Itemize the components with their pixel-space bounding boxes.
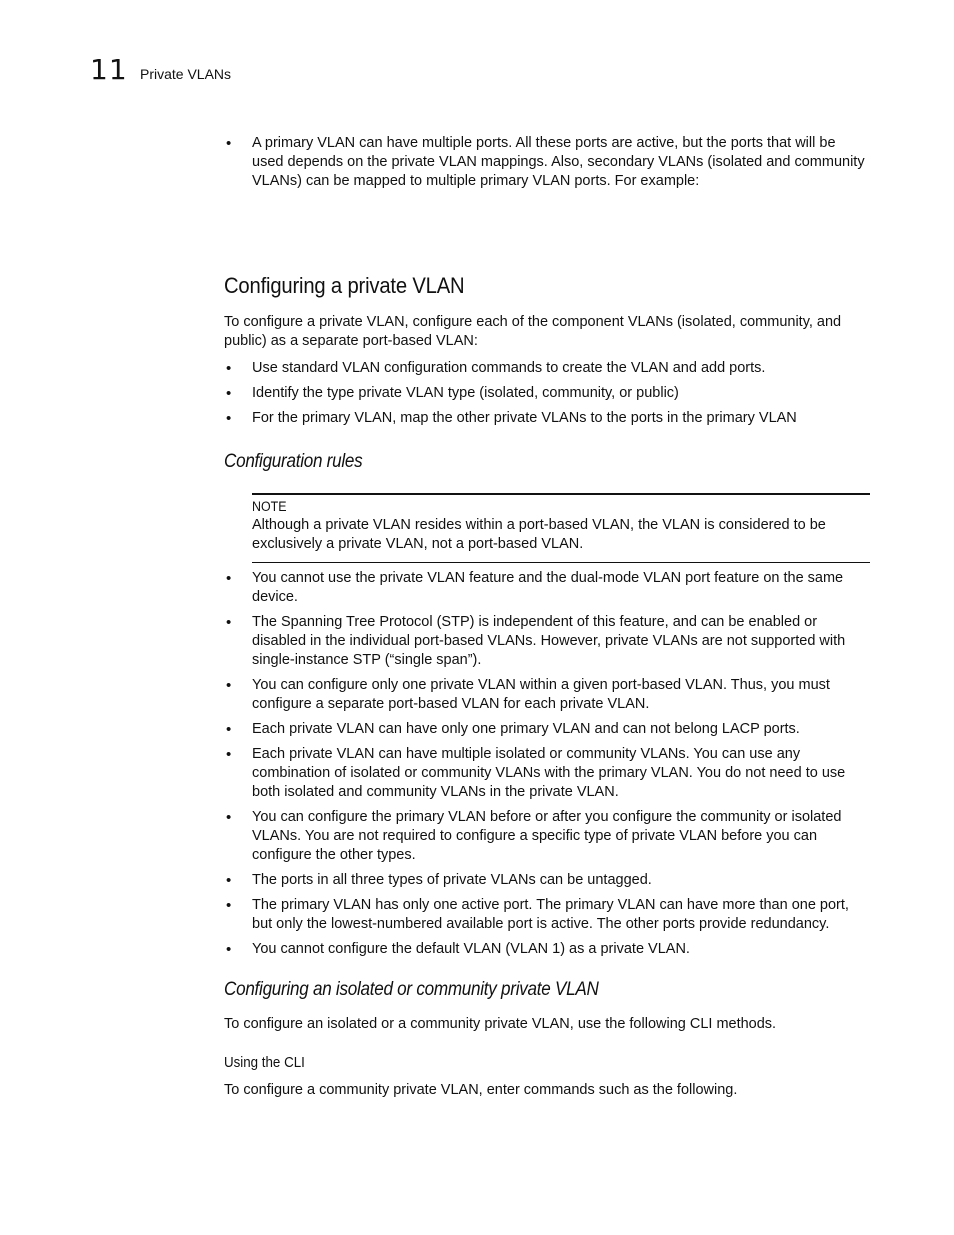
note-box <box>252 493 870 563</box>
intro-bullet-list <box>224 134 870 197</box>
list-item: • The Spanning Tree Protocol (STP) is independent of this feature, and can be enabled or disabled in the individual port-based VLANs. However, private VLANs are not supported with single-instance STP (“single span”). <box>224 613 870 670</box>
cli-text: To configure a community private VLAN, enter commands such as the following. <box>224 1082 738 1098</box>
list-item: • Identify the type private VLAN type (isolated, community, or public) <box>224 384 870 403</box>
list-item: • Each private VLAN can have only one primary VLAN and can not belong LACP ports. <box>224 720 870 739</box>
list-item: • The ports in all three types of private VLANs can be untagged. <box>224 871 870 890</box>
section-isolated-intro: To configure an isolated or a community private VLAN, use the following CLI methods. <box>224 1016 777 1032</box>
cli-heading: Using the CLI <box>224 1055 305 1071</box>
list-item: • You can configure only one private VLAN within a given port-based VLAN. Thus, you must configure a separate port-based VLAN for each private VLAN. <box>224 676 870 714</box>
list-item: • Use standard VLAN configuration commands to create the VLAN and add ports. <box>224 359 870 378</box>
subsection-title-isolated: Configuring an isolated or community private VLAN <box>224 979 599 1000</box>
subsection-title-rules: Configuration rules <box>224 451 363 472</box>
list-item: • The primary VLAN has only one active port. The primary VLAN can have more than one port, but only the lowest-numbered available port is active. The other ports provide redundancy. <box>224 896 870 934</box>
section-title-configuring: Configuring a private VLAN <box>224 273 465 298</box>
note-label: NOTE <box>252 499 287 514</box>
section-configuring-intro: To configure a private VLAN, configure each of the component VLANs (isolated, community, and public) as a separate port-based VLAN: <box>224 314 842 349</box>
list-item: • You cannot configure the default VLAN (VLAN 1) as a private VLAN. <box>224 940 870 959</box>
list-item: • Each private VLAN can have multiple isolated or community VLANs. You can use any combination of isolated or community VLANs with the primary VLAN. You do not need to use both isolated and community VLANs in the private VLAN. <box>224 745 870 802</box>
list-item: • A primary VLAN can have multiple ports. All these ports are active, but the ports that will be used depends on the private VLAN mappings. Also, secondary VLANs (isolated and community VLANs) can be mapped to multiple primary VLAN ports. For example: <box>224 134 870 191</box>
rules-list <box>224 569 870 965</box>
list-item: • For the primary VLAN, map the other private VLANs to the ports in the primary VLAN <box>224 409 870 428</box>
chapter-number: 11 <box>90 53 128 86</box>
chapter-title: Private VLANs <box>140 66 232 82</box>
list-item: • You can configure the primary VLAN before or after you configure the community or isolated VLANs. You are not required to configure a specific type of private VLAN before you can configure the other types. <box>224 808 870 865</box>
configuring-steps-list <box>224 359 870 434</box>
list-item: • You cannot use the private VLAN feature and the dual-mode VLAN port feature on the same device. <box>224 569 870 607</box>
note-text: Although a private VLAN resides within a port-based VLAN, the VLAN is considered to be exclusively a private VLAN, not a port-based VLAN. <box>252 517 826 552</box>
